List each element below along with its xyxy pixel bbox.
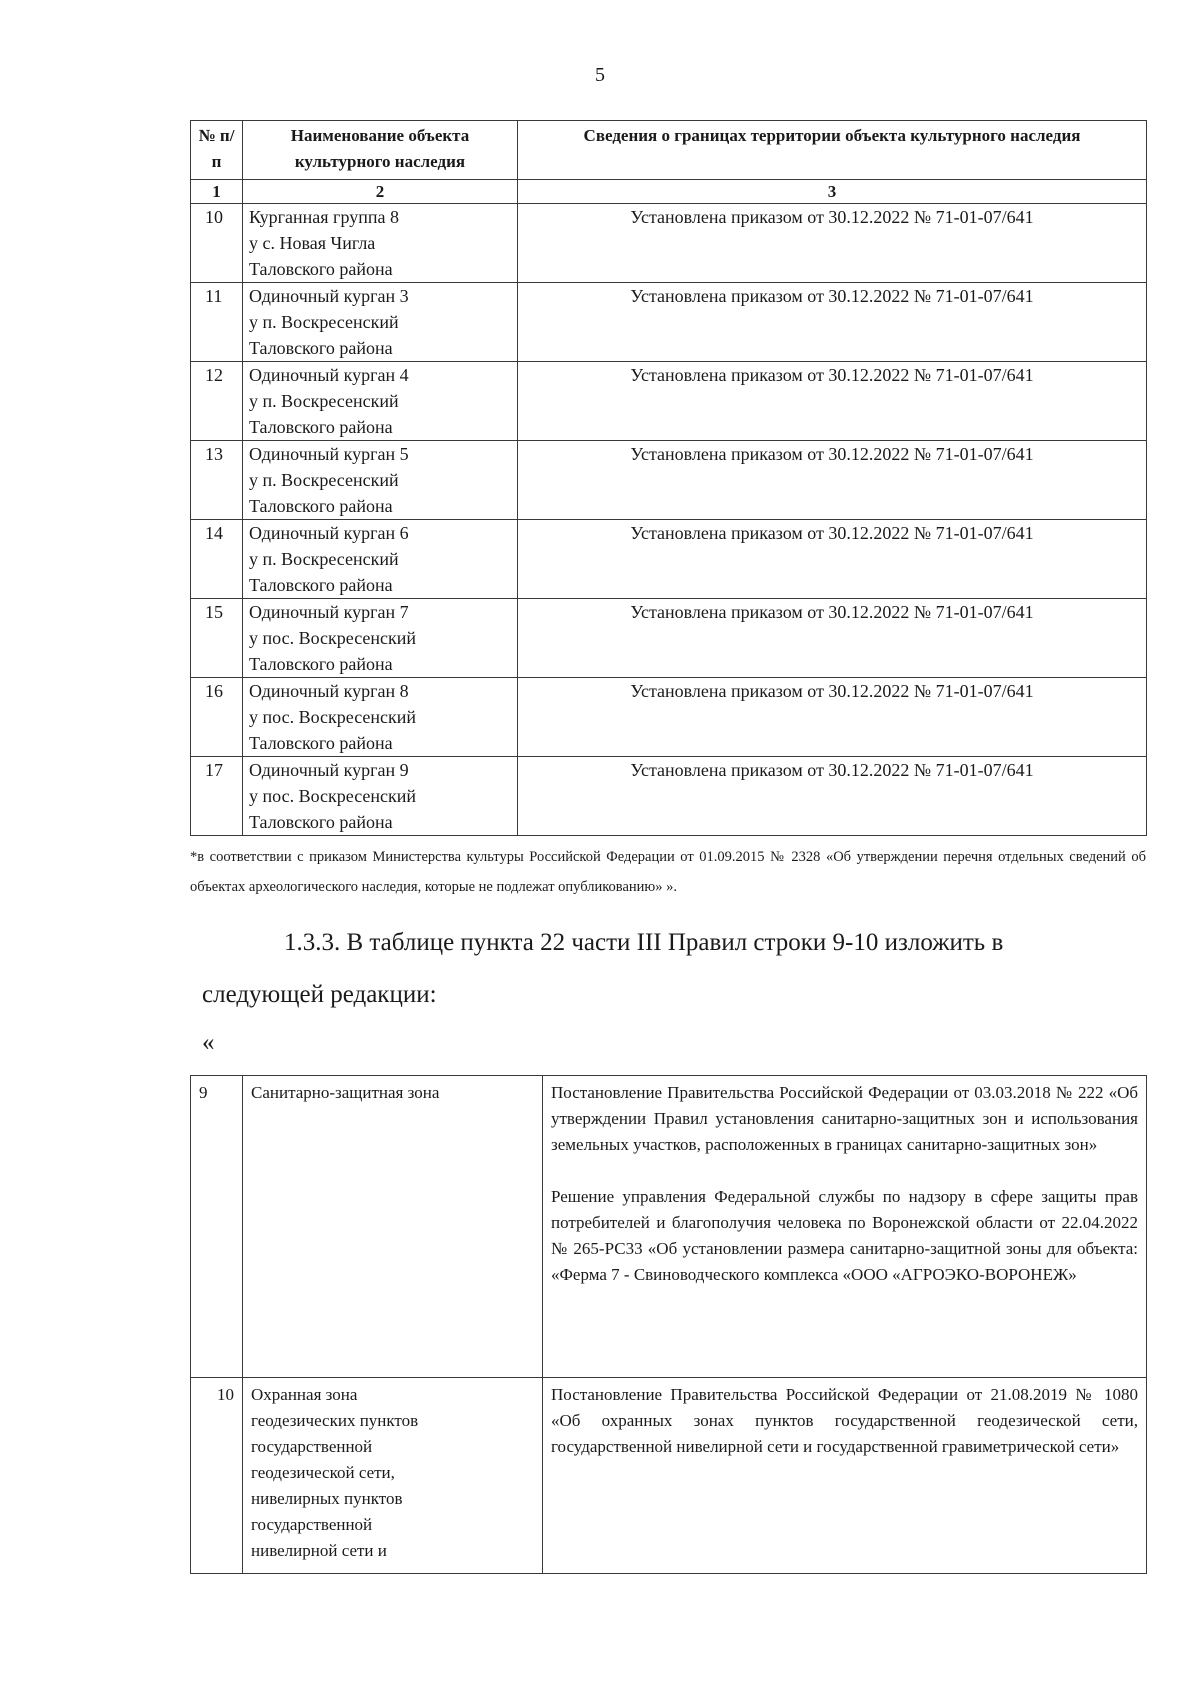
legal-paragraph: Решение управления Федеральной службы по надзору в сфере защиты прав потребителей и благополучия человека по Воронежской области от 22.04.2022 № 265-РС33 «Об установлении размера санитарно-защитной зоны для объекта: «Ферма 7 - Свиноводческого комплекса «ООО «АГРОЭКО-ВОРОНЕЖ»: [551, 1187, 1138, 1284]
boundary-info: Установлена приказом от 30.12.2022 № 71-01-07/641: [518, 441, 1147, 520]
name-line: Одиночный курган 8: [249, 681, 409, 701]
zone-name: [243, 1076, 543, 1378]
table-row: [191, 1378, 1147, 1574]
row-number: 11: [191, 283, 243, 362]
name-line: у п. Воскресенский: [249, 470, 399, 490]
name-line: у п. Воскресенский: [249, 391, 399, 411]
boundary-info: Установлена приказом от 30.12.2022 № 71-01-07/641: [518, 520, 1147, 599]
boundary-info: Установлена приказом от 30.12.2022 № 71-01-07/641: [518, 757, 1147, 836]
boundary-info: Установлена приказом от 30.12.2022 № 71-01-07/641: [518, 362, 1147, 441]
name-line: Одиночный курган 5: [249, 444, 409, 464]
name-line: у п. Воскресенский: [249, 312, 399, 332]
table-row: [191, 599, 1147, 678]
header-boundaries: Сведения о границах территории объекта культурного наследия: [518, 121, 1147, 180]
column-number-1: 1: [191, 180, 243, 204]
table-row: [191, 1076, 1147, 1378]
legal-paragraph: Постановление Правительства Российской Федерации от 21.08.2019 № 1080 «Об охранных зонах пунктов государственной геодезической сети, государственной нивелирной сети и государственной гравиметрической сети»: [551, 1385, 1138, 1456]
zone-legal-basis: [543, 1076, 1147, 1378]
table-row: [191, 520, 1147, 599]
name-line: у с. Новая Чигла: [249, 233, 376, 253]
row-number: 10: [191, 204, 243, 283]
header-number: № п/п: [191, 121, 243, 180]
object-name: [243, 757, 518, 836]
name-line: у п. Воскресенский: [249, 549, 399, 569]
table-row: [191, 757, 1147, 836]
legal-paragraph: Постановление Правительства Российской Федерации от 03.03.2018 № 222 «Об утверждении Правил установления санитарно-защитных зон и использования земельных участков, расположенных в границах санитарно-защитных зон»: [551, 1083, 1138, 1154]
table-row: [191, 678, 1147, 757]
boundary-info: Установлена приказом от 30.12.2022 № 71-01-07/641: [518, 599, 1147, 678]
name-line: Таловского района: [249, 338, 393, 358]
paragraph-amendment: 1.3.3. В таблице пункта 22 части III Правил строки 9-10 изложить в: [284, 929, 1004, 956]
object-name: [243, 678, 518, 757]
zone-name: [243, 1378, 543, 1574]
name-line: нивелирных пунктов: [251, 1489, 403, 1508]
row-number: 10: [191, 1378, 243, 1574]
zones-table: [190, 1075, 1147, 1574]
name-line: у пос. Воскресенский: [249, 628, 417, 648]
name-line: у пос. Воскресенский: [249, 786, 417, 806]
name-line: Одиночный курган 7: [249, 602, 409, 622]
name-line: Одиночный курган 6: [249, 523, 409, 543]
object-name: [243, 362, 518, 441]
name-line: геодезической сети,: [251, 1463, 395, 1482]
boundary-info: Установлена приказом от 30.12.2022 № 71-01-07/641: [518, 283, 1147, 362]
name-line: Таловского района: [249, 496, 393, 516]
opening-quote: «: [202, 1029, 215, 1056]
table-row: [191, 283, 1147, 362]
page-number: 5: [595, 64, 605, 86]
name-line: нивелирной сети и: [251, 1541, 387, 1560]
name-line: Санитарно-защитная зона: [251, 1083, 440, 1102]
object-name: [243, 283, 518, 362]
name-line: Таловского района: [249, 733, 393, 753]
name-line: Одиночный курган 9: [249, 760, 409, 780]
name-line: государственной: [251, 1515, 373, 1534]
object-name: [243, 520, 518, 599]
name-line: Таловского района: [249, 417, 393, 437]
object-name: [243, 599, 518, 678]
row-number: 12: [191, 362, 243, 441]
boundary-info: Установлена приказом от 30.12.2022 № 71-01-07/641: [518, 678, 1147, 757]
footnote: *в соответствии с приказом Министерства культуры Российской Федерации от 01.09.2015 № 2328 «Об утверждении перечня отдельных сведений об объектах археологического наследия, которые не подлежат опубликованию» ».: [190, 849, 1146, 895]
name-line: Таловского района: [249, 259, 393, 279]
name-line: Таловского района: [249, 575, 393, 595]
table-row: [191, 362, 1147, 441]
zone-legal-basis: [543, 1378, 1147, 1574]
name-line: у пос. Воскресенский: [249, 707, 417, 727]
name-line: Таловского района: [249, 812, 393, 832]
name-line: геодезических пунктов: [251, 1411, 419, 1430]
row-number: 16: [191, 678, 243, 757]
name-line: Таловского района: [249, 654, 393, 674]
column-number-2: 2: [243, 180, 518, 204]
row-number: 13: [191, 441, 243, 520]
table-row: [191, 441, 1147, 520]
column-number-3: 3: [518, 180, 1147, 204]
name-line: Охранная зона: [251, 1385, 358, 1404]
heritage-objects-table: [190, 120, 1147, 836]
name-line: Курганная группа 8: [249, 207, 399, 227]
name-line: государственной: [251, 1437, 373, 1456]
row-number: 14: [191, 520, 243, 599]
row-number: 17: [191, 757, 243, 836]
object-name: [243, 204, 518, 283]
name-line: Одиночный курган 3: [249, 286, 409, 306]
object-name: [243, 441, 518, 520]
row-number: 9: [191, 1076, 243, 1378]
paragraph-continuation: следующей редакции:: [202, 981, 437, 1008]
boundary-info: Установлена приказом от 30.12.2022 № 71-01-07/641: [518, 204, 1147, 283]
row-number: 15: [191, 599, 243, 678]
header-object-name: Наименование объекта культурного наследия: [243, 121, 518, 180]
name-line: Одиночный курган 4: [249, 365, 409, 385]
table-row: [191, 204, 1147, 283]
